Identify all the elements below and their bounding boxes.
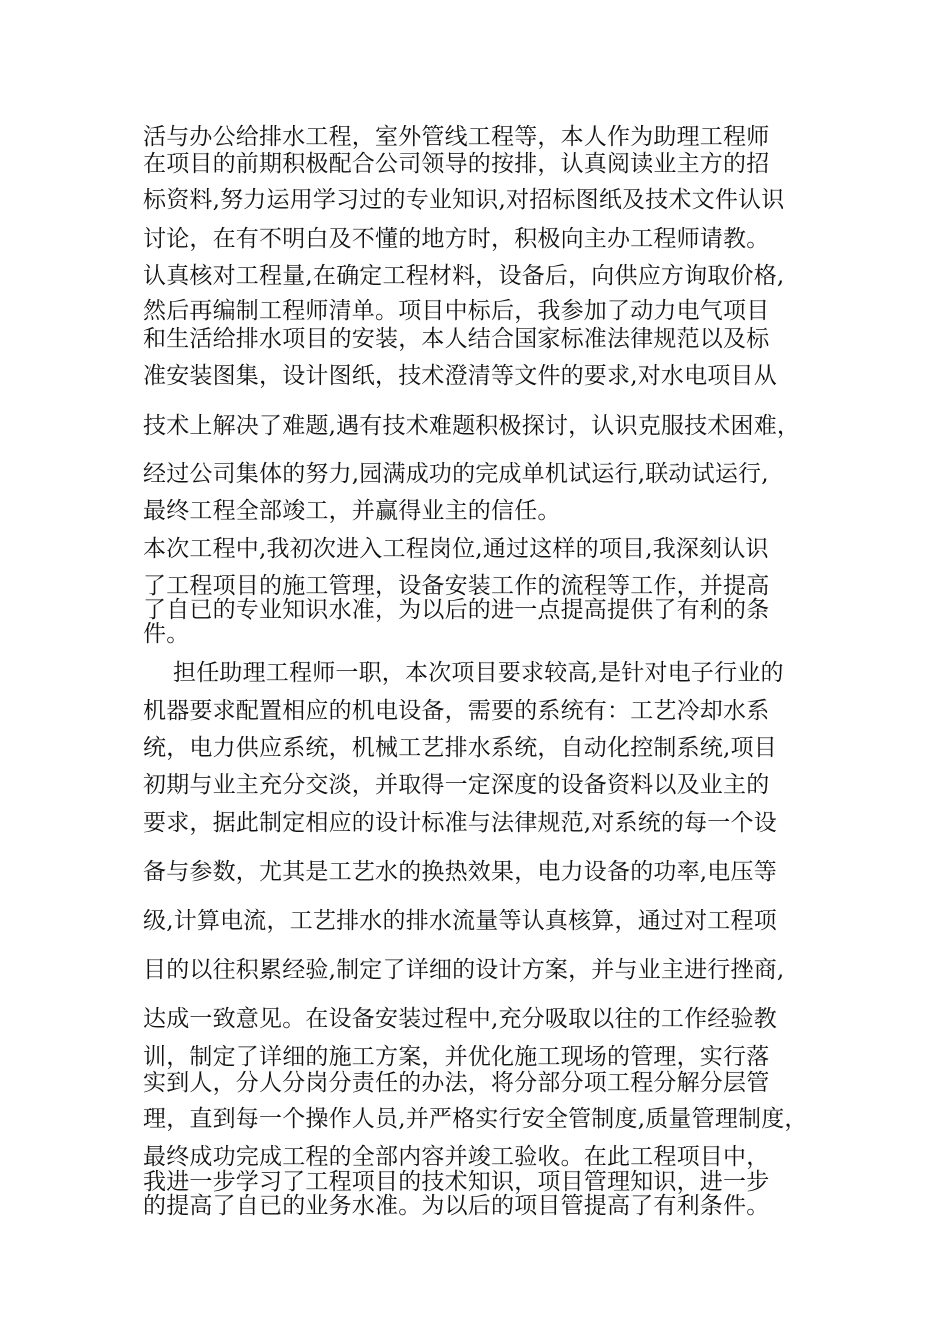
text-line: 准安装图集，设计图纸，技术澄清等文件的要求,对水电项目从 bbox=[143, 363, 777, 389]
text-line: 备与参数，尤其是工艺水的换热效果，电力设备的功率,电压等 bbox=[143, 859, 777, 885]
text-line: 初期与业主充分交淡，并取得一定深度的设备资料以及业主的 bbox=[143, 772, 770, 798]
text-line: 理，直到每一个操作人员,并严格实行安全管制度,质量管理制度， bbox=[143, 1106, 808, 1132]
text-line: 的提高了自已的业务水准。为以后的项目管提高了有利条件。 bbox=[143, 1193, 770, 1219]
text-line: 级,计算电流，工艺排水的排水流量等认真核算，通过对工程项 bbox=[143, 908, 777, 934]
text-line: 最终成功完成工程的全部内容并竣工验收。在此工程项目中， bbox=[143, 1144, 770, 1170]
text-line: 活与办公给排水工程，室外管线工程等，本人作为助理工程师 bbox=[143, 124, 770, 150]
text-line: 标资料,努力运用学习过的专业知识,对招标图纸及技术文件认识 bbox=[143, 187, 785, 213]
text-line: 在项目的前期积极配合公司领导的按排，认真阅读业主方的招 bbox=[143, 151, 770, 177]
text-line: 了自已的专业知识水准，为以后的进一点提高提供了有利的条 bbox=[143, 597, 770, 623]
text-line: 达成一致意见。在设备安装过程中,充分吸取以往的工作经验教 bbox=[143, 1006, 777, 1032]
text-line: 认真核对工程量,在确定工程材料，设备后，向供应方询取价格, bbox=[143, 263, 785, 289]
text-line: 机器要求配置相应的机电设备，需要的系统有：工艺冷却水系 bbox=[143, 698, 770, 724]
text-line: 我进一步学习了工程项目的技术知识，项目管理知识，进一步 bbox=[143, 1169, 770, 1195]
text-line: 讨论，在有不明白及不懂的地方时，积极向主办工程师请教。 bbox=[143, 226, 770, 252]
text-line: 目的以往积累经验,制定了详细的设计方案，并与业主进行挫商, bbox=[143, 957, 785, 983]
text-line: 然后再编制工程师清单。项目中标后，我参加了动力电气项目 bbox=[143, 298, 770, 324]
text-line: 要求，据此制定相应的设计标准与法律规范,对系统的每一个设 bbox=[143, 810, 777, 836]
text-line: 担任助理工程师一职，本次项目要求较高,是针对电子行业的 bbox=[173, 660, 784, 686]
text-line: 件。 bbox=[143, 621, 190, 647]
text-line: 训，制定了详细的施工方案，并优化施工现场的管理，实行落 bbox=[143, 1044, 770, 1070]
text-line: 了工程项目的施工管理，设备安装工作的流程等工作，并提高 bbox=[143, 573, 770, 599]
text-line: 本次工程中,我初次进入工程岗位,通过这样的项目,我深刻认识 bbox=[143, 536, 769, 562]
text-line: 经过公司集体的努力,园满成功的完成单机试运行,联动试运行, bbox=[143, 461, 769, 487]
text-line: 统，电力供应系统，机械工艺排水系统，自动化控制系统,项目 bbox=[143, 735, 777, 761]
text-line: 实到人，分人分岗分责任的办法，将分部分项工程分解分层管 bbox=[143, 1070, 770, 1096]
text-line: 技术上解决了难题,遇有技术难题积极探讨，认识克服技术困难， bbox=[143, 413, 801, 439]
text-line: 最终工程全部竣工，并赢得业主的信任。 bbox=[143, 498, 561, 524]
text-line: 和生活给排水项目的安装，本人结合国家标准法律规范以及标 bbox=[143, 326, 770, 352]
